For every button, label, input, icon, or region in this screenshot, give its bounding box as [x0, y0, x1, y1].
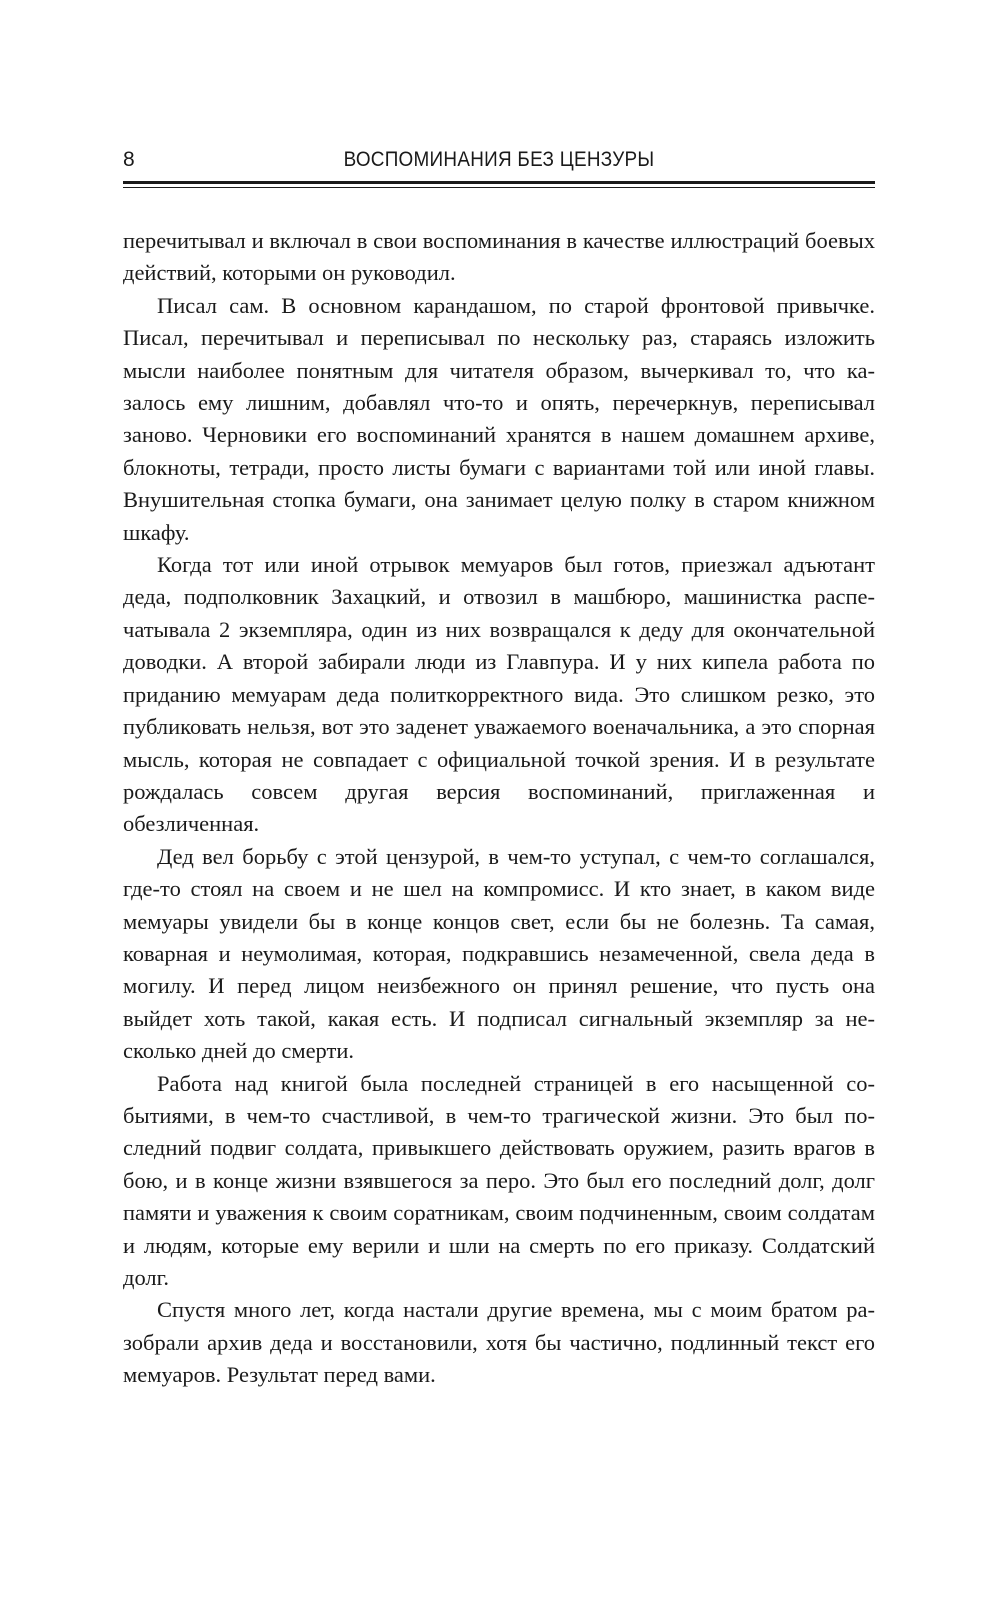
paragraph-struggle: Дед вел борьбу с этой цензурой, в чем-то уступал, с чем-то соглашался, где-то стоял на своем и не шел на компромисс. И кто знает, в каком виде мемуары увидели бы в конце концов свет, если бы не болезнь. Та самая, коварная и неумолимая, которая, подкравшись незамеченной, свела деда в могилу. И перед лицом неизбежного он принял решение, что пусть она выйдет хоть такой, какая есть. И подписал сигнальный экземпляр за несколько дней до смерти.: [123, 843, 875, 1064]
paragraph-writing-process: Писал сам. В основном карандашом, по старой фронтовой привычке. Писал, перечитывал и переписывал по нескольку раз, стараясь изложить мысли наиболее понятным для читателя образом, вычеркивал то, что казалось ему лишним, добавлял что-то и опять, перечеркнув, переписывал заново. Черновики его воспоминаний хранятся в нашем домашнем архиве, блокноты, тетради, просто листы бумаги с вариантами той или иной главы. Внушительная стопка бумаги, она занимает целую полку в старом книжном шкафу.: [123, 292, 875, 545]
running-head: [123, 144, 875, 176]
header-rule-thin: [123, 187, 875, 188]
paragraph-last-duty: Работа над книгой была последней страницей в его насыщенной событиями, в чем-то счастливой, в чем-то трагической жизни. Это был последний подвиг солдата, привыкшего действовать оружием, разить врагов в бою, и в конце жизни взявшегося за перо. Это был его последний долг, долг памяти и уважения к своим соратникам, своим подчиненным, своим солдатам и людям, которые ему верили и шли на смерть по его приказу. Солдатский долг.: [123, 1070, 875, 1290]
paragraph-continued: перечитывал и включал в свои воспоминания в качестве иллюстраций боевых действий, которыми он руководил.: [123, 228, 875, 286]
book-page: [123, 0, 875, 1616]
page-number: 8: [123, 148, 135, 171]
paragraph-restoration: Спустя много лет, когда настали другие времена, мы с моим братом разобрали архив деда и восстановили, хотя бы частично, подлинный текст его мемуаров. Результат перед вами.: [123, 1297, 875, 1388]
header-rule-thick: [123, 181, 875, 184]
paragraph-censorship: Когда тот или иной отрывок мемуаров был готов, приезжал адъютант деда, подполковник Захацкий, и отвозил в машбюро, машинистка распечатывала 2 экземпляра, один из них возвращался к деду для окончательной доводки. А второй забирали люди из Главпура. И у них кипела работа по приданию мемуарам деда политкорректного вида. Это слишком резко, это публиковать нельзя, вот это заденет уважаемого военачальника, а это спорная мысль, которая не совпадает с официальной точкой зрения. И в результате рождалась совсем другая версия воспоминаний, приглаженная и обезличенная.: [123, 552, 875, 837]
book-title: ВОСПОМИНАНИЯ БЕЗ ЦЕНЗУРЫ: [343, 148, 655, 171]
body-text: [123, 225, 875, 1392]
